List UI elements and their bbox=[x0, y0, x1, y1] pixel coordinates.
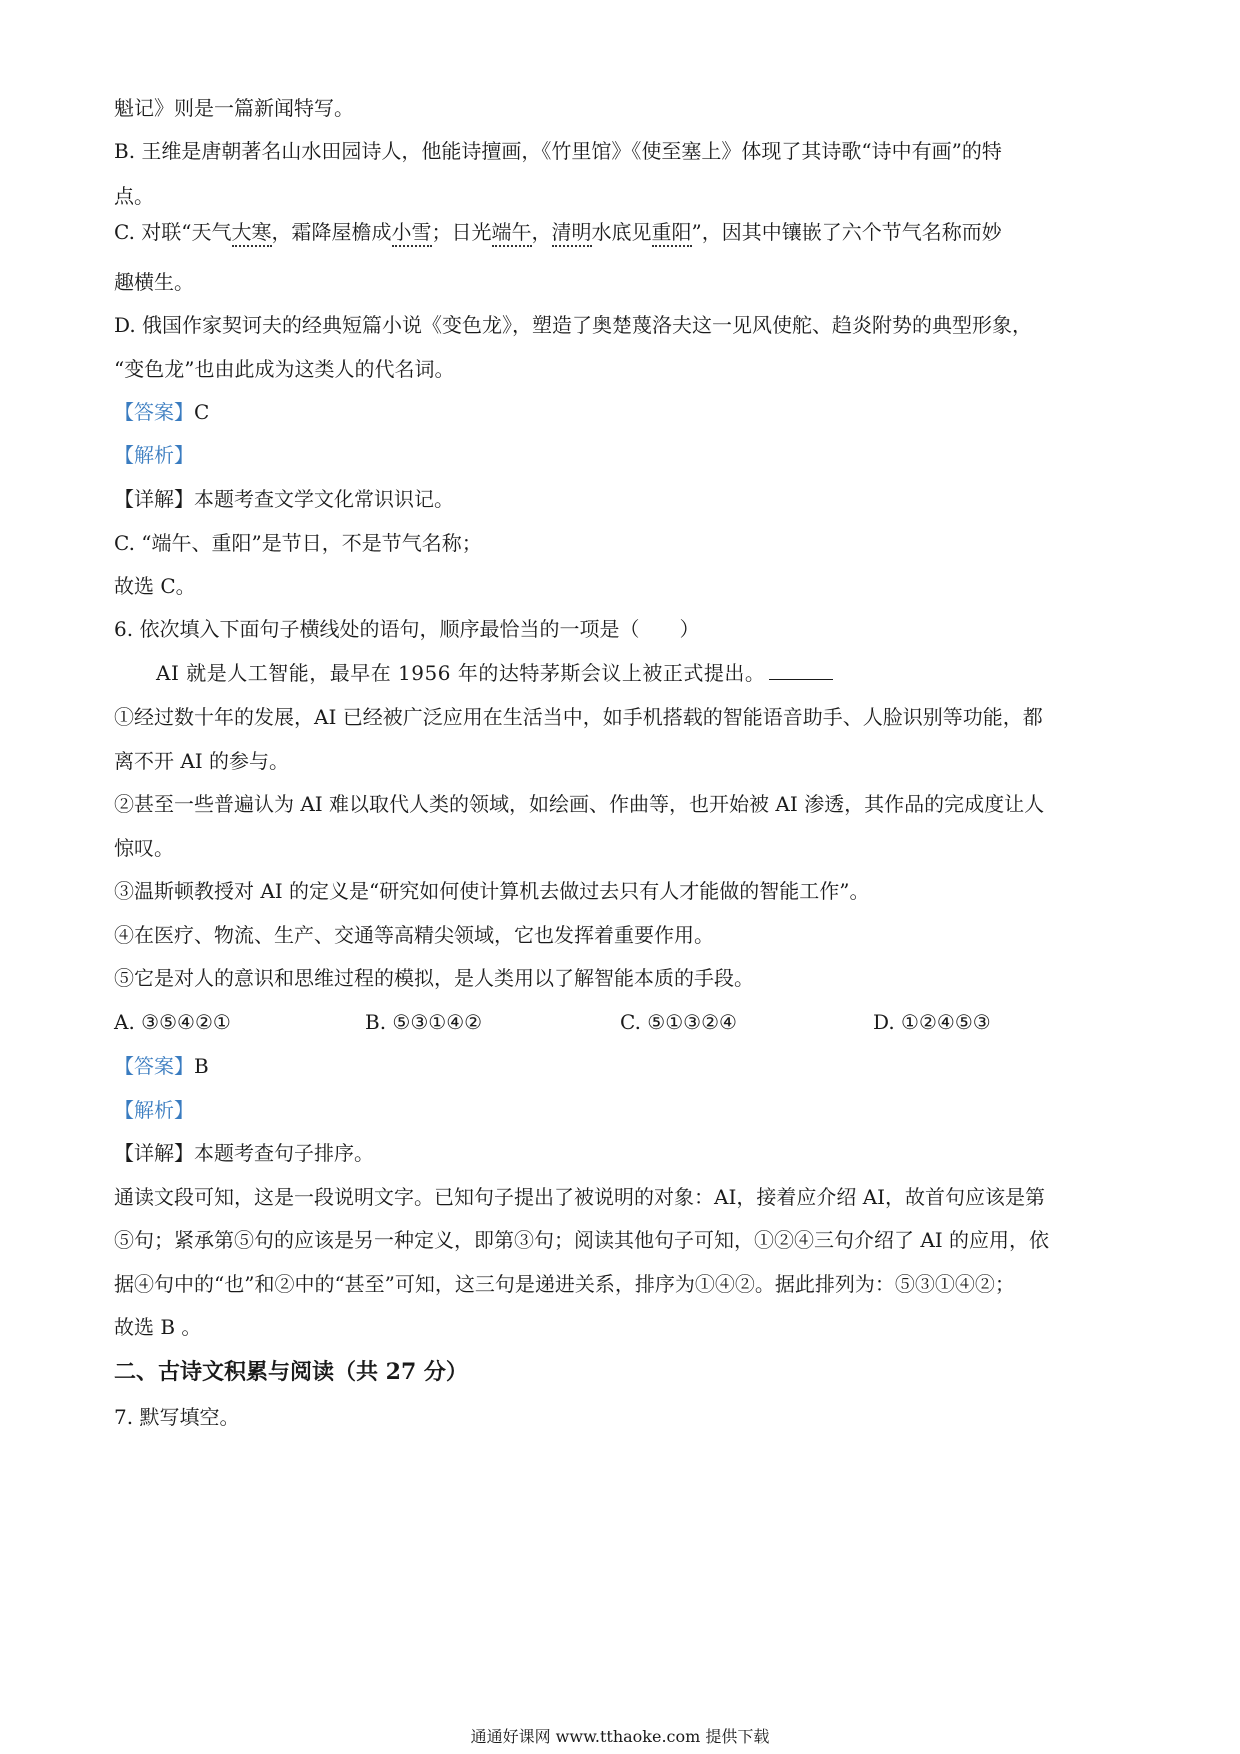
answer-tag: 【答案】 bbox=[114, 1054, 194, 1078]
detail-tag: 【详解】 bbox=[114, 1141, 194, 1165]
term-chongyang: 重阳 bbox=[652, 220, 692, 247]
q6-sentence-3: ③温斯顿教授对 AI 的定义是“研究如何使计算机去做过去只有人才能做的智能工作”。 bbox=[114, 879, 870, 903]
answer-value: B bbox=[194, 1054, 209, 1078]
q5-option-d-line1: D. 俄国作家契诃夫的经典短篇小说《变色龙》，塑造了奥楚蔑洛夫这一见风使舵、趋炎附势的典型形象， bbox=[114, 313, 1033, 337]
q6-explanation-4: 故选 B 。 bbox=[114, 1315, 202, 1339]
detail-tag: 【详解】 bbox=[114, 487, 194, 511]
q5-option-c-prefix: C. 对联“天气 bbox=[114, 220, 232, 244]
q6-detail bbox=[114, 1139, 1134, 1167]
q5-analysis-tag: 【解析】 bbox=[114, 443, 194, 467]
section-heading: 二、古诗文积累与阅读（共 27 分） bbox=[114, 1359, 468, 1385]
q6-option-d: D. ①②④⑤③ bbox=[873, 1010, 991, 1034]
answer-value: C bbox=[194, 400, 210, 424]
q5-option-b-line2: 点。 bbox=[114, 184, 154, 208]
q5-option-c-text: 水底见 bbox=[591, 220, 652, 244]
footer-credit: 通通好课网 www.tthaoke.com 提供下载 bbox=[470, 1727, 770, 1746]
q5-option-c-text: ；日光 bbox=[431, 220, 492, 244]
q6-option-a: A. ③⑤④②① bbox=[114, 1010, 231, 1034]
term-qingming: 清明 bbox=[552, 220, 592, 247]
term-dahan: 大寒 bbox=[232, 220, 272, 247]
q5-answer bbox=[114, 398, 1134, 426]
q5-option-c-suffix: ”，因其中镶嵌了六个节气名称而妙 bbox=[691, 220, 1002, 244]
q6-quote bbox=[156, 659, 1176, 687]
q5-option-c-text: ，霜降屋檐成 bbox=[271, 220, 392, 244]
q6-answer bbox=[114, 1052, 1134, 1080]
q5-option-d-line2: “变色龙”也由此成为这类人的代名词。 bbox=[114, 357, 455, 381]
q6-sentence-1-line2: 离不开 AI 的参与。 bbox=[114, 749, 290, 773]
q6-sentence-2-line2: 惊叹。 bbox=[114, 836, 174, 860]
q6-option-c: C. ⑤①③②④ bbox=[620, 1010, 737, 1034]
q6-sentence-1-line1: ①经过数十年的发展，AI 已经被广泛应用在生活当中，如手机搭载的智能语音助手、人脸识别等功能，都 bbox=[114, 705, 1043, 729]
term-duanwu: 端午 bbox=[492, 220, 532, 247]
q5-detail bbox=[114, 485, 1134, 513]
q6-sentence-4: ④在医疗、物流、生产、交通等高精尖领域，它也发挥着重要作用。 bbox=[114, 923, 714, 947]
q5-explanation-1: C. “端午、重阳”是节日，不是节气名称； bbox=[114, 531, 482, 555]
q6-analysis-tag: 【解析】 bbox=[114, 1098, 194, 1122]
q6-explanation-3: 据④句中的“也”和②中的“甚至”可知，这三句是递进关系，排序为①④②。据此排列为：⑤③①④②； bbox=[114, 1272, 1015, 1296]
answer-tag: 【答案】 bbox=[114, 400, 194, 424]
detail-text: 本题考查句子排序。 bbox=[194, 1141, 374, 1165]
term-xiaoxue: 小雪 bbox=[392, 220, 432, 247]
q5-option-c-line1 bbox=[114, 218, 1134, 246]
q6-sentence-2-line1: ②甚至一些普遍认为 AI 难以取代人类的领域，如绘画、作曲等，也开始被 AI 渗透，其作品的完成度让人 bbox=[114, 792, 1045, 816]
q5-option-a-continuation: 魁记》则是一篇新闻特写。 bbox=[114, 96, 354, 120]
q6-stem: 6. 依次填入下面句子横线处的语句，顺序最恰当的一项是（ ） bbox=[114, 617, 700, 641]
q5-option-c-line2: 趣横生。 bbox=[114, 270, 194, 294]
q6-explanation-2: ⑤句；紧承第⑤句的应该是另一种定义，即第③句；阅读其他句子可知，①②④三句介绍了 AI 的应用，依 bbox=[114, 1228, 1050, 1252]
fill-blank bbox=[769, 661, 833, 680]
detail-text: 本题考查文学文化常识识记。 bbox=[194, 487, 454, 511]
q5-explanation-2: 故选 C。 bbox=[114, 574, 196, 598]
q5-option-c-text: ， bbox=[531, 220, 552, 244]
q6-explanation-1: 通读文段可知，这是一段说明文字。已知句子提出了被说明的对象：AI，接着应介绍 AI，故首句应该是第 bbox=[114, 1185, 1046, 1209]
q5-option-b-line1: B. 王维是唐朝著名山水田园诗人，他能诗擅画，《竹里馆》《使至塞上》体现了其诗歌“诗中有画”的特 bbox=[114, 139, 1002, 163]
q6-quote-text: AI 就是人工智能，最早在 1956 年的达特茅斯会议上被正式提出。 bbox=[156, 661, 766, 685]
q6-option-b: B. ⑤③①④② bbox=[365, 1010, 483, 1034]
q7-stem: 7. 默写填空。 bbox=[114, 1405, 240, 1429]
q6-sentence-5: ⑤它是对人的意识和思维过程的模拟，是人类用以了解智能本质的手段。 bbox=[114, 966, 754, 990]
